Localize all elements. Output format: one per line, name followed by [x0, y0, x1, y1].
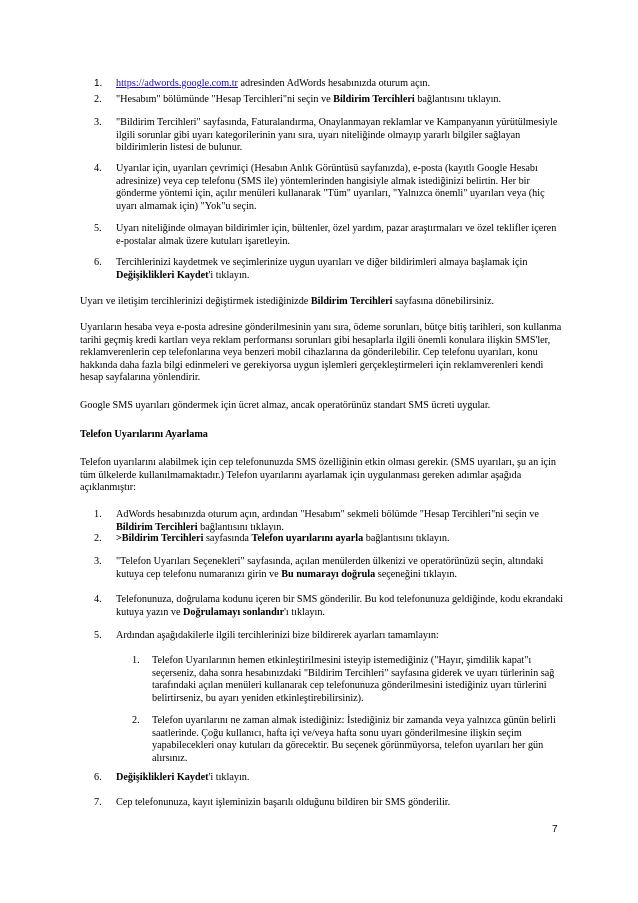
- list-text: 'i tıklayın.: [208, 269, 250, 281]
- list-text: Telefon Uyarılarının hemen etkinleştirilmesini isteyip istemediğiniz ("Hayır, şimdilik kapat"ı seçerseniz, daha sonra hesabınızdaki "Bildirim Tercihleri" sayfasına giderek ve uyarı türlerinin sağ tarafındaki açılan menüleri kullanarak cep telefonunuza gönderilmesini istediğiniz uyarı türlerini belirtirseniz, bu ayarı yeniden etkinleştirebilirsiniz).: [152, 655, 555, 704]
- list-bold-text: Bildirim Tercihleri: [116, 521, 198, 533]
- page-number: 7: [552, 824, 558, 835]
- list-text: Telefon uyarılarını ne zaman almak istediğiniz: İstediğiniz bir zamanda veya yalnızca günün belirli saatlerinde. Çoğu kullanıcı, hafta içi ve/veya hafta sonu uyarı gönderilmesine ilişkin seçim yapabilecekleri onay kutuları da görecektir. Bu seçenek görünmüyorsa, telefon uyarıları her gün alırsınız.: [152, 715, 556, 764]
- list-number: 1.: [94, 509, 102, 520]
- list-number: 3.: [94, 556, 102, 567]
- list-text: 'ı tıklayın.: [284, 606, 325, 618]
- list-bold-text: Bildirim Tercihleri: [333, 94, 415, 105]
- section-heading: Telefon Uyarılarını Ayarlama: [80, 429, 208, 440]
- list-text: bağlantısını tıklayın.: [197, 521, 284, 533]
- list-bold-text: Değişiklikleri Kaydet: [116, 772, 209, 783]
- list-text: bağlantısını tıklayın.: [414, 94, 502, 105]
- list-text: Uyarılar için, uyarıları çevrimiçi (Hesabın Anlık Görüntüsü sayfanızda), e-posta (kayıtlı Google Hesabı adresinize) veya cep telefonu (SMS ile) yöntemlerinden hangisiyle almak istediğinizi belirtin. Her bir gönderme yöntemi için, açılır menüleri kullanarak "Tüm" uyarıları, "Yalnızca önemli" uyarıları veya (hiç uyarı almamak için) "Yok"u seçin.: [116, 163, 545, 212]
- list-number: 2.: [132, 715, 140, 726]
- list-number: 4.: [94, 163, 102, 174]
- list-text: Ardından aşağıdakilerle ilgili tercihlerinizi bize bildirerek ayarları tamamlayın:: [116, 630, 439, 641]
- list-bold-text: >Bildirim Tercihleri: [116, 533, 204, 544]
- list-number: 5.: [94, 630, 102, 641]
- adwords-link[interactable]: https://adwords.google.com.tr: [116, 78, 238, 89]
- list-bold-text: Doğrulamayı sonlandır: [183, 606, 285, 618]
- list-number: 3.: [94, 117, 102, 128]
- list-number: 5.: [94, 223, 102, 234]
- list-text: AdWords hesabınızda oturum açın, ardından "Hesabım" sekmeli bölümde "Hesap Tercihleri"ni seçin ve: [116, 509, 539, 520]
- list-text: "Telefon Uyarıları Seçenekleri" sayfasında, açılan menülerden ülkenizi ve operatörünüzü seçin, altındaki kutuya cep telefonu numaranızı girin ve: [116, 556, 544, 580]
- list-text: Tercihlerinizi kaydetmek ve seçimlerinize uygun uyarıları ve diğer bildirimleri almaya başlamak için: [116, 257, 528, 268]
- list-number: 1.: [94, 78, 103, 89]
- paragraph: Telefon uyarılarını alabilmek için cep telefonunuzda SMS özelliğinin etkin olması gerekir. (SMS uyarıları, şu an için tüm ülkelerde kullanılmamaktadır.) Telefon uyarılarını ayarlamak için uygulanması gereken adımlar aşağıda açıklanmıştır:: [80, 457, 556, 494]
- list-text: "Bildirim Tercihleri" sayfasında, Faturalandırma, Onaylanmayan reklamlar ve Kampanyanın yürütülmesiyle ilgili sorunlar gibi uyarı kategorilerinin yanı sıra, uyarı niteliğinde olmayıp yararlı bilgiler sağlayan bildirimlerin listesi de bulunur.: [116, 117, 558, 154]
- list-bold-text: Telefon uyarılarını ayarla: [251, 533, 364, 544]
- list-text: seçeneğini tıklayın.: [375, 568, 457, 580]
- list-number: 1.: [132, 655, 140, 666]
- list-number: 4.: [94, 594, 102, 605]
- paragraph: Google SMS uyarıları göndermek için ücret almaz, ancak operatörünüz standart SMS ücreti uygular.: [80, 400, 491, 411]
- list-text: Telefonunuza, doğrulama kodunu içeren bir SMS gönderilir. Bu kod telefonunuza geldiğinde, kodu ekrandaki kutuya yazın ve: [116, 594, 564, 618]
- list-text: Cep telefonunuza, kayıt işleminizin başarılı olduğunu bildiren bir SMS gönderilir.: [116, 797, 451, 808]
- list-number: 7.: [94, 797, 102, 808]
- list-number: 6.: [94, 257, 102, 268]
- list-number: 6.: [94, 772, 102, 783]
- list-text: 'i tıklayın.: [208, 772, 250, 783]
- list-number: 2.: [94, 533, 102, 544]
- list-text: "Hesabım" bölümünde "Hesap Tercihleri"ni seçin ve: [116, 94, 334, 105]
- list-text: bağlantısını tıklayın.: [363, 533, 450, 544]
- list-text: sayfasında: [203, 533, 252, 544]
- list-bold-text: Bu numarayı doğrula: [281, 568, 376, 580]
- paragraph: Uyarıların hesaba veya e-posta adresine gönderilmesinin yanı sıra, ödeme sorunları, bütçe bitiş tarihleri, son kullanma tarihi geçmiş kredi kartları veya reklam performansı sorunları gibi hesaplarla ilgili önemli konulara ilişkin SMS'ler, reklamverenlerin cep telefonlarına veya benzeri mobil cihazlarına da gönderilebilir. Cep telefonu uyarıları, konu hakkında daha fazla bilgi edinmeleri ve gerekiyorsa uygun işlemleri gerçekleştirmeleri için reklamverenleri kendi hesap sayfalarına yönlendirir.: [80, 322, 562, 384]
- list-text: adresinden AdWords hesabınızda oturum açın.: [237, 78, 431, 89]
- list-number: 2.: [94, 94, 102, 105]
- list-bold-text: Değişiklikleri Kaydet: [116, 269, 209, 281]
- list-text: Uyarı niteliğinde olmayan bildirimler için, bültenler, özel yardım, pazar araştırmaları ve özel teklifler içeren e-postalar almak üzere kutuları işaretleyin.: [116, 223, 557, 247]
- paragraph: Uyarı ve iletişim tercihlerinizi değiştirmek istediğinizde Bildirim Tercihleri sayfasına dönebilirsiniz.: [80, 296, 495, 307]
